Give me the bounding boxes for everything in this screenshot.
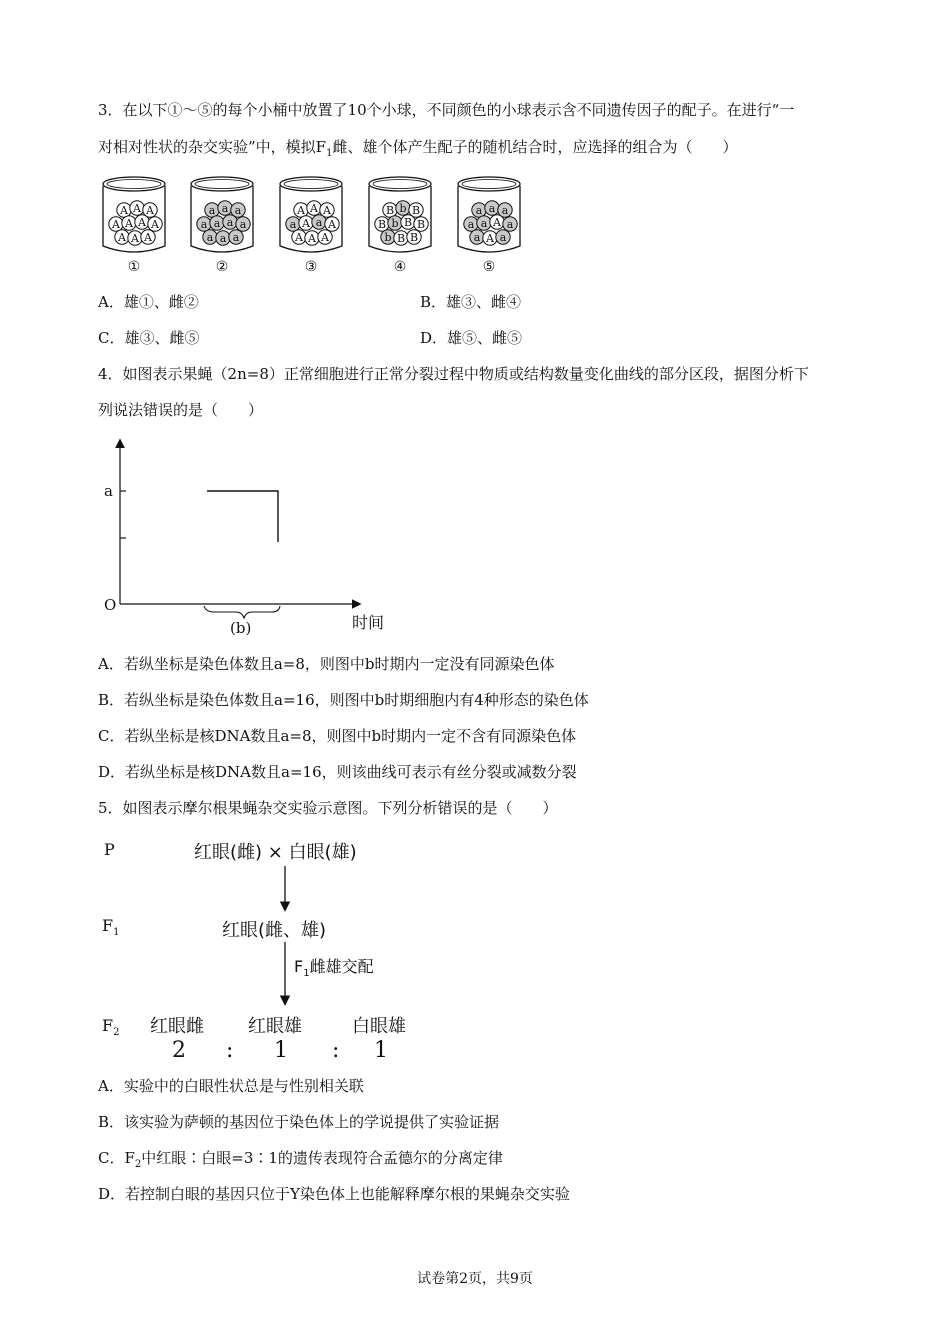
ball-letter: a [206, 231, 214, 244]
bucket-figure [100, 172, 530, 282]
ball-letter: A [125, 217, 133, 230]
f2-label-letter: F [102, 1016, 114, 1035]
f1-mating-label-sub: 1 [303, 968, 310, 980]
ball-letter: b [384, 231, 392, 244]
f2-red-male: 红眼雄 [248, 1016, 302, 1037]
ball-letter: b [399, 202, 407, 215]
bucket-5-drawing [455, 172, 523, 258]
ball-letter: a [475, 204, 483, 217]
ball-letter: a [226, 216, 234, 229]
ratio-colon-1: : [226, 1038, 234, 1063]
cross-diagram [96, 832, 476, 1072]
f2-white-male: 白眼雄 [352, 1016, 406, 1037]
ball-letter: a [289, 218, 297, 231]
ball-letter: a [473, 231, 481, 244]
bucket-4-label: ④ [393, 259, 407, 275]
q5-option-c-post: 中红眼∶白眼=3∶1的遗传表现符合孟德尔的分离定律 [141, 1149, 503, 1167]
q5-option-c-sub: 2 [134, 1159, 142, 1170]
ball-letter: A [297, 204, 305, 217]
bucket-1-drawing [100, 172, 168, 258]
ball-letter: B [416, 218, 426, 231]
ball-letter: A [321, 231, 329, 244]
ball-letter: A [328, 218, 336, 231]
ball-letter: A [151, 218, 159, 231]
ball-letter: A [295, 231, 303, 244]
q4-graph [96, 436, 416, 646]
ball-letter: B [403, 216, 413, 229]
ball-letter: a [200, 218, 208, 231]
q4-stem-line1: 4．如图表示果蝇（2n=8）正常细胞进行正常分裂过程中物质或结构数量变化曲线的部分区段，据图分析下 [98, 365, 809, 383]
bucket-2-label: ② [215, 259, 229, 275]
ball-letter: A [323, 204, 331, 217]
ratio-white-male: 1 [374, 1038, 388, 1063]
ball-letter: A [133, 202, 141, 215]
bucket-3-drawing [277, 172, 345, 258]
segment-brace [204, 606, 280, 618]
q5-option-a: A．实验中的白眼性状总是与性别相关联 [98, 1077, 364, 1095]
bucket-1 [100, 172, 168, 282]
q3-stem-line2-pre: 对相对性状的杂交实验”中，模拟F [98, 138, 327, 156]
ball-letter: a [219, 232, 227, 245]
ball-letter: A [308, 232, 316, 245]
q5-option-d: D．若控制白眼的基因只位于Y染色体上也能解释摩尔根的果蝇杂交实验 [98, 1185, 570, 1203]
q4-option-a: A．若纵坐标是染色体数且a=8，则图中b时期内一定没有同源染色体 [98, 655, 555, 673]
q3-stem-line2 [98, 137, 737, 164]
q5-option-b: B．该实验为萨顿的基因位于染色体上的学说提供了实验证据 [98, 1113, 500, 1131]
q4-option-c: C．若纵坐标是核DNA数且a=8，则图中b时期内一定不含有同源染色体 [98, 727, 577, 745]
f1-label-letter: F [102, 916, 114, 935]
f1-label-sub: 1 [113, 927, 120, 939]
ball-letter: a [221, 202, 229, 215]
ball-letter: A [144, 231, 152, 244]
ball-letter: A [112, 218, 120, 231]
ratio-red-female: 2 [172, 1038, 186, 1063]
ball-letter: a [315, 216, 323, 229]
q3-stem-line1: 3．在以下①～⑤的每个小桶中放置了10个小球，不同颜色的小球表示含不同遗传因子的配子。在进行“一 [98, 101, 795, 119]
ratio-red-male: 1 [274, 1038, 288, 1063]
ball-letter: a [488, 202, 496, 215]
origin-label: O [104, 596, 117, 614]
f2-label-sub: 2 [113, 1027, 120, 1039]
ball-letter: a [506, 218, 514, 231]
ball-letter: A [302, 217, 310, 230]
q5-option-c-pre: C．F [98, 1149, 135, 1167]
ball-letter: a [499, 231, 507, 244]
q3-option-d: D．雄⑤、雌⑤ [420, 329, 523, 347]
q3-option-b: B．雄③、雌④ [420, 293, 522, 311]
curve-segment [207, 491, 278, 542]
ball-letter: A [138, 216, 146, 229]
segment-label: (b) [230, 619, 252, 637]
ball-letter: A [486, 232, 494, 245]
page-footer: 试卷第2页，共9页 [417, 1271, 533, 1287]
bucket-3-label: ③ [304, 259, 318, 275]
bucket-2-drawing [188, 172, 256, 258]
ball-letter: a [239, 218, 247, 231]
ratio-colon-2: : [332, 1038, 340, 1063]
f2-generation-label [102, 1016, 119, 1038]
q4-option-b: B．若纵坐标是染色体数且a=16，则图中b时期细胞内有4种形态的染色体 [98, 691, 589, 709]
ball-letter: A [118, 231, 126, 244]
ball-letter: a [501, 204, 509, 217]
f1-text: 红眼(雌、雄) [222, 920, 327, 941]
q3-option-a: A．雄①、雌② [98, 293, 199, 311]
q4-stem-line2: 列说法错误的是（ ） [98, 401, 264, 419]
bucket-2 [188, 172, 256, 282]
p-generation-label: P [104, 840, 115, 859]
p-cross-text: 红眼(雌) × 白眼(雄) [194, 842, 357, 863]
ball-letter: A [493, 216, 501, 229]
ball-letter: B [385, 204, 395, 217]
ball-letter: b [391, 217, 399, 230]
f2-red-female: 红眼雌 [150, 1016, 204, 1037]
q5-option-c [98, 1148, 503, 1175]
q4-option-d: D．若纵坐标是核DNA数且a=16，则该曲线可表示有丝分裂或减数分裂 [98, 763, 577, 781]
q3-stem-line2-sub: 1 [326, 148, 333, 159]
f1-generation-label [102, 916, 119, 938]
bucket-1-label: ① [127, 259, 141, 275]
ball-letter: A [131, 232, 139, 245]
f1-mating-label-post: 雌雄交配 [309, 957, 374, 976]
ball-letter: a [232, 231, 240, 244]
ball-letter: a [480, 217, 488, 230]
ball-letter: B [377, 218, 387, 231]
q3-stem-line2-post: 雌、雄个体产生配子的随机结合时，应选择的组合为（ ） [332, 138, 738, 156]
ball-letter: A [146, 204, 154, 217]
ball-letter: a [234, 204, 242, 217]
bucket-5 [455, 172, 523, 282]
bucket-4-drawing [366, 172, 434, 258]
x-axis-label: 时间 [352, 613, 385, 632]
f1-mating-label [294, 954, 374, 979]
q5-stem: 5．如图表示摩尔根果蝇杂交实验示意图。下列分析错误的是（ ） [98, 799, 558, 817]
ball-letter: B [411, 204, 421, 217]
bucket-5-label: ⑤ [482, 259, 496, 275]
q3-option-c: C．雄③、雌⑤ [98, 329, 200, 347]
ball-letter: a [467, 218, 475, 231]
ball-letter: B [409, 231, 419, 244]
bucket-4 [366, 172, 434, 282]
ball-letter: a [213, 217, 221, 230]
ball-letter: B [396, 232, 406, 245]
ball-letter: a [208, 204, 216, 217]
f1-mating-label-pre: F [294, 957, 304, 976]
bucket-3 [277, 172, 345, 282]
ball-letter: A [310, 202, 318, 215]
ball-letter: A [120, 204, 128, 217]
y-value-label: a [104, 482, 113, 500]
